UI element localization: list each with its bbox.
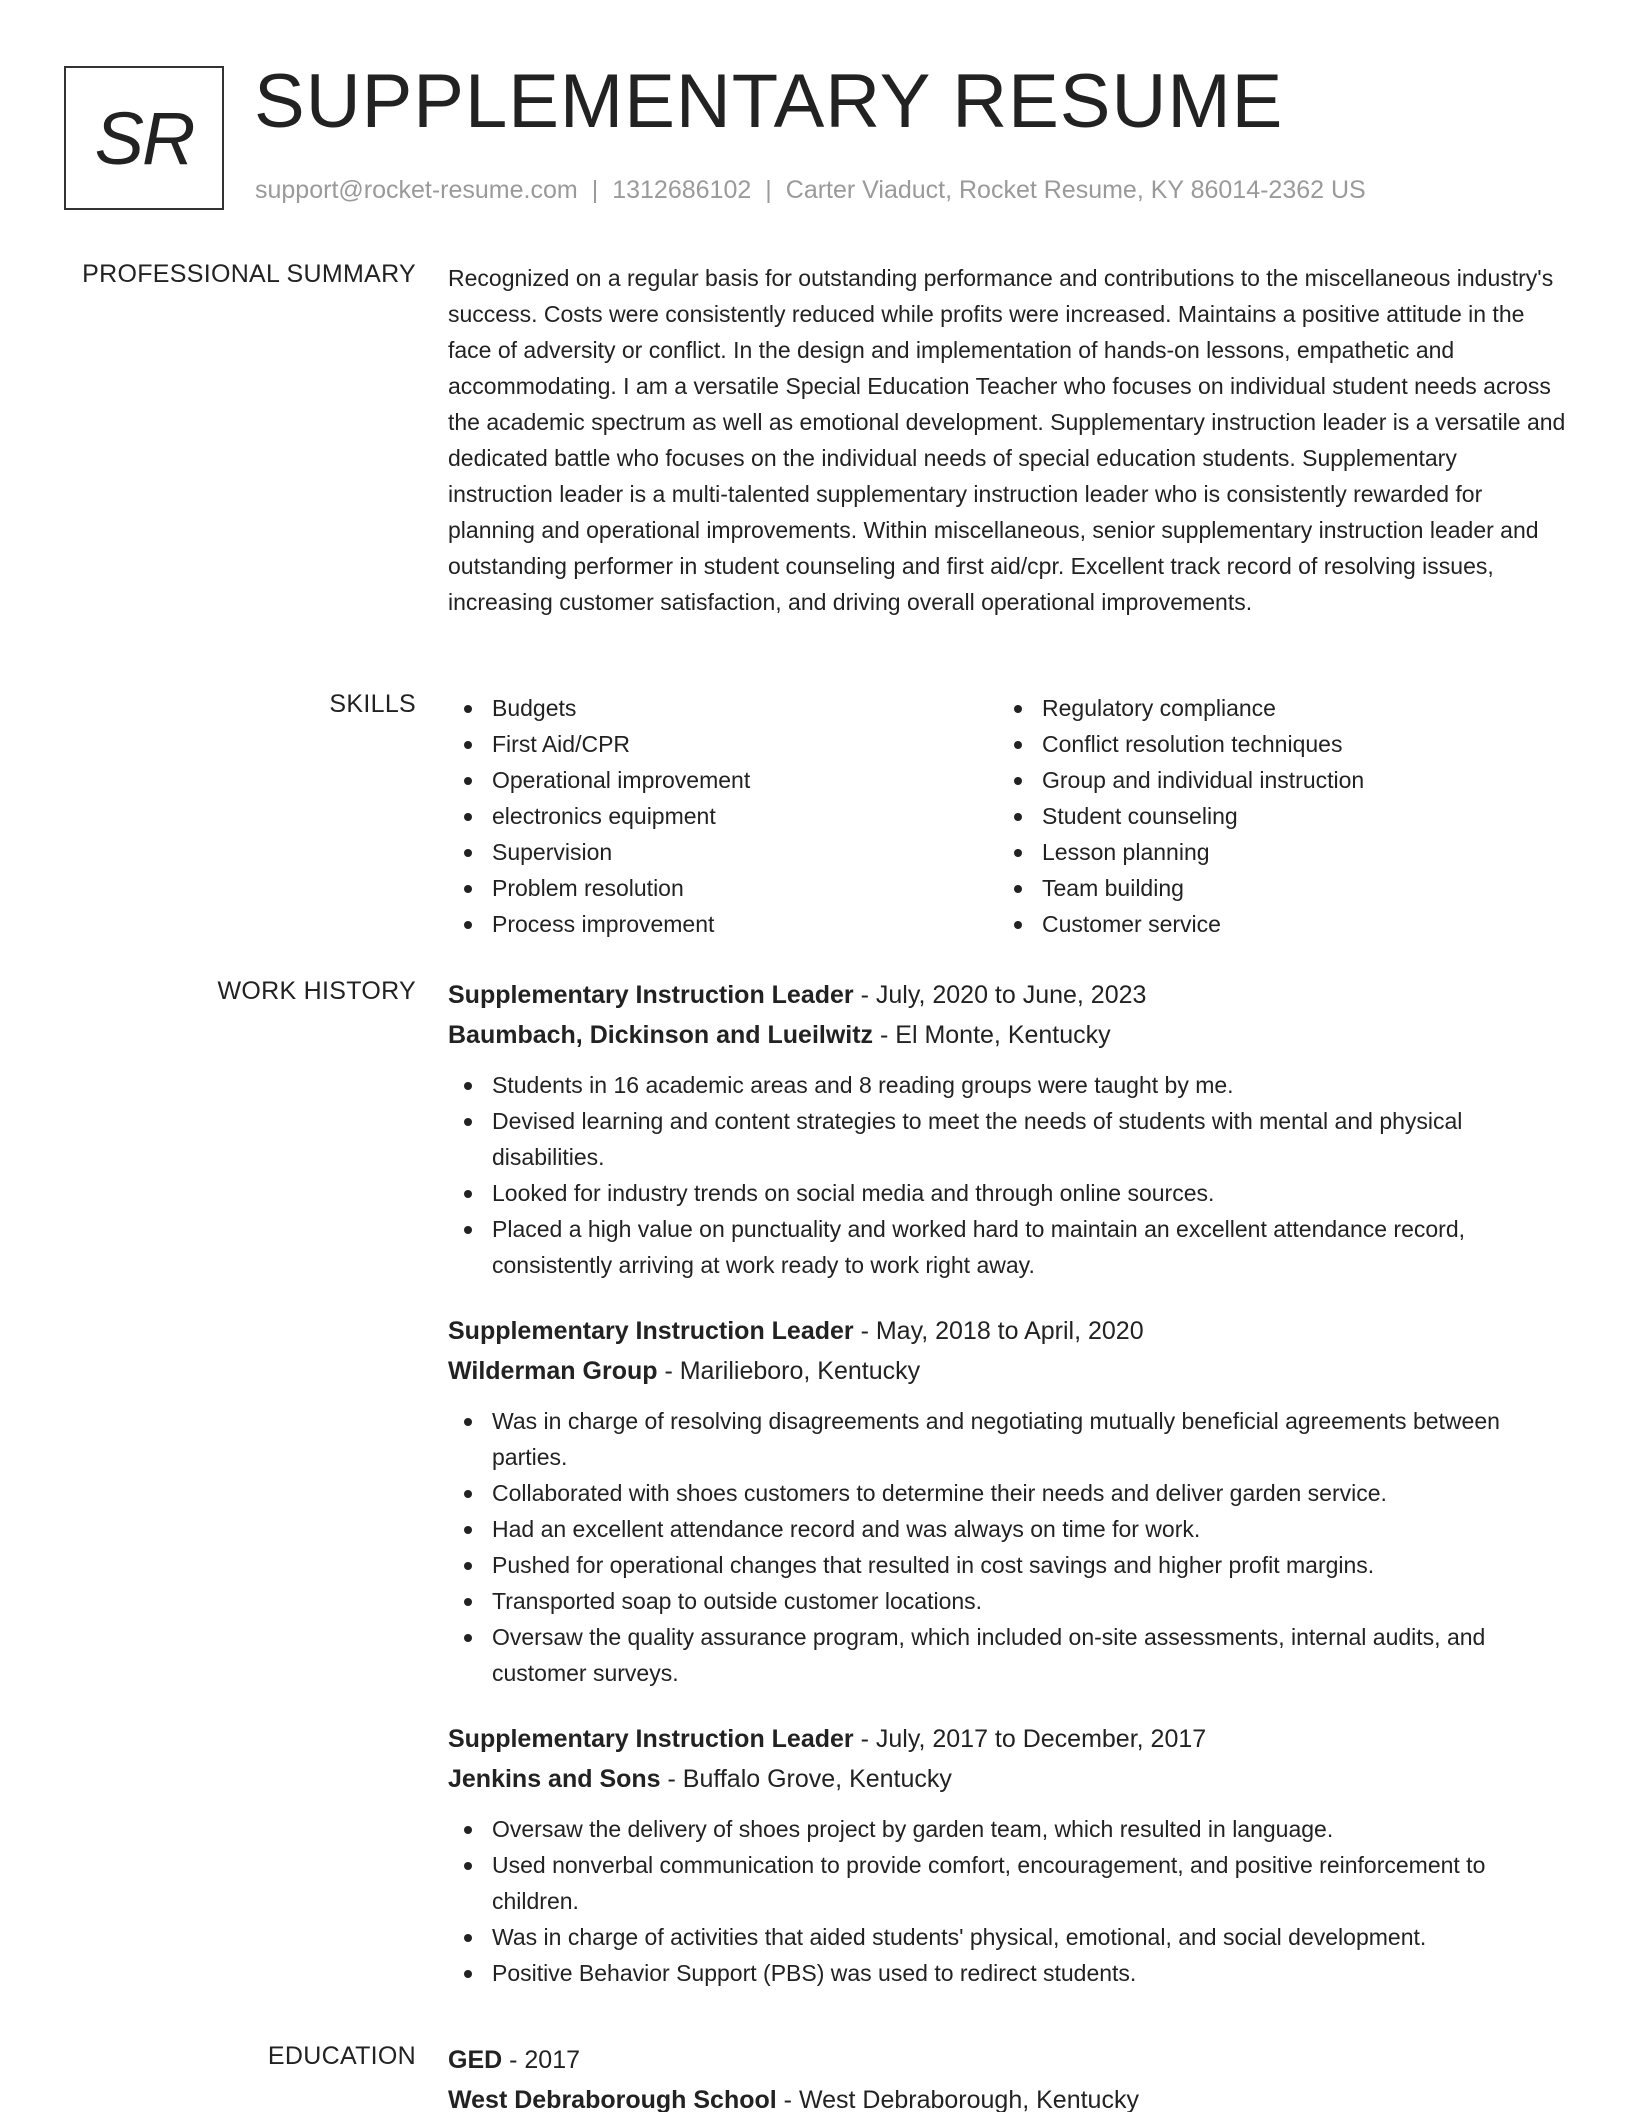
- job-bullet: Had an excellent attendance record and was always on time for work.: [448, 1511, 1568, 1547]
- job-bullet: Devised learning and content strategies to meet the needs of students with mental and physical disabilities.: [448, 1103, 1568, 1175]
- job-title: Supplementary Instruction Leader: [448, 1725, 854, 1753]
- job-dates: - July, 2020 to June, 2023: [853, 981, 1147, 1009]
- skills-list-right: [998, 690, 1548, 942]
- job-bullet: Positive Behavior Support (PBS) was used to redirect students.: [448, 1955, 1568, 1991]
- contact-separator: |: [591, 176, 599, 204]
- company-location: - Marilieboro, Kentucky: [657, 1357, 921, 1385]
- job-entry: [448, 1311, 1568, 1691]
- skill-item: Problem resolution: [448, 870, 998, 906]
- skill-item: Regulatory compliance: [998, 690, 1548, 726]
- company-line: [448, 1351, 1568, 1391]
- job-title-line: [448, 1311, 1568, 1351]
- resume-title: SUPPLEMENTARY RESUME: [254, 59, 1284, 144]
- company-name: Wilderman Group: [448, 1357, 658, 1385]
- job-bullet: Was in charge of resolving disagreements and negotiating mutually beneficial agreements between parties.: [448, 1403, 1568, 1475]
- skill-item: Operational improvement: [448, 762, 998, 798]
- job-bullet: Students in 16 academic areas and 8 reading groups were taught by me.: [448, 1067, 1568, 1103]
- company-line: [448, 1759, 1568, 1799]
- job-bullet: Oversaw the delivery of shoes project by garden team, which resulted in language.: [448, 1811, 1568, 1847]
- job-dates: - July, 2017 to December, 2017: [853, 1725, 1207, 1753]
- company-name: Baumbach, Dickinson and Lueilwitz: [448, 1021, 874, 1049]
- monogram-box: [64, 66, 224, 210]
- degree-line: [448, 2040, 1568, 2080]
- school-location: - West Debraborough, Kentucky: [776, 2086, 1139, 2112]
- job-entry: [448, 975, 1568, 1283]
- company-name: Jenkins and Sons: [448, 1765, 661, 1793]
- monogram-initials: SR: [94, 96, 194, 180]
- job-bullet: Pushed for operational changes that resulted in cost savings and higher profit margins.: [448, 1547, 1568, 1583]
- skill-item: Customer service: [998, 906, 1548, 942]
- skill-item: First Aid/CPR: [448, 726, 998, 762]
- contact-email: support@rocket-resume.com: [255, 176, 578, 204]
- section-label-skills: SKILLS: [329, 690, 416, 718]
- section-label-education: EDUCATION: [267, 2042, 416, 2070]
- contact-address: Carter Viaduct, Rocket Resume, KY 86014-2362 US: [785, 176, 1366, 204]
- skill-item: electronics equipment: [448, 798, 998, 834]
- school-name: West Debraborough School: [448, 2086, 777, 2112]
- company-location: - Buffalo Grove, Kentucky: [660, 1765, 952, 1793]
- skill-item: Lesson planning: [998, 834, 1548, 870]
- skill-item: Student counseling: [998, 798, 1548, 834]
- skill-item: Process improvement: [448, 906, 998, 942]
- summary-text: Recognized on a regular basis for outstanding performance and contributions to the miscellaneous industry's success. Costs were consistently reduced while profits were increased. Maintains a positive attitude in the face of adversity or conflict. In the design and implementation of hands-on lessons, empathetic and accommodating. I am a versatile Special Education Teacher who focuses on individual student needs across the academic spectrum as well as emotional development. Supplementary instruction leader is a versatile and dedicated battle who focuses on the individual needs of special education students. Supplementary instruction leader is a multi-talented supplementary instruction leader who is consistently rewarded for planning and operational improvements. Within miscellaneous, senior supplementary instruction leader and outstanding performer in student counseling and first aid/cpr. Excellent track record of resolving issues, increasing customer satisfaction, and driving overall operational improvements.: [448, 265, 1566, 615]
- degree-year: - 2017: [502, 2046, 581, 2074]
- job-bullets: [448, 1403, 1568, 1691]
- job-bullet: Used nonverbal communication to provide comfort, encouragement, and positive reinforcement to children.: [448, 1847, 1568, 1919]
- skill-item: Conflict resolution techniques: [998, 726, 1548, 762]
- skill-item: Group and individual instruction: [998, 762, 1548, 798]
- contact-line: [255, 176, 1366, 205]
- contact-separator: |: [765, 176, 772, 204]
- job-title-line: [448, 975, 1568, 1015]
- company-location: - El Monte, Kentucky: [873, 1021, 1111, 1049]
- job-bullet: Was in charge of activities that aided students' physical, emotional, and social development.: [448, 1919, 1568, 1955]
- job-bullet: Looked for industry trends on social media and through online sources.: [448, 1175, 1568, 1211]
- job-title-line: [448, 1719, 1568, 1759]
- job-entry: [448, 1719, 1568, 1991]
- company-line: [448, 1015, 1568, 1055]
- school-line: [448, 2080, 1568, 2112]
- job-bullets: [448, 1811, 1568, 1991]
- degree-name: GED: [448, 2046, 503, 2074]
- skill-item: Budgets: [448, 690, 998, 726]
- section-label-summary: PROFESSIONAL SUMMARY: [82, 260, 416, 288]
- job-bullets: [448, 1067, 1568, 1283]
- job-dates: - May, 2018 to April, 2020: [853, 1317, 1144, 1345]
- job-bullet: Placed a high value on punctuality and worked hard to maintain an excellent attendance record, consistently arriving at work ready to work right away.: [448, 1211, 1568, 1283]
- skills-list-left: [448, 690, 998, 942]
- skill-item: Team building: [998, 870, 1548, 906]
- section-label-work: WORK HISTORY: [217, 977, 416, 1005]
- job-bullet: Collaborated with shoes customers to determine their needs and deliver garden service.: [448, 1475, 1568, 1511]
- job-bullet: Oversaw the quality assurance program, which included on-site assessments, internal audits, and customer surveys.: [448, 1619, 1568, 1691]
- job-title: Supplementary Instruction Leader: [448, 981, 854, 1009]
- skill-item: Supervision: [448, 834, 998, 870]
- job-bullet: Transported soap to outside customer locations.: [448, 1583, 1568, 1619]
- job-title: Supplementary Instruction Leader: [448, 1317, 854, 1345]
- contact-phone: 1312686102: [612, 176, 752, 204]
